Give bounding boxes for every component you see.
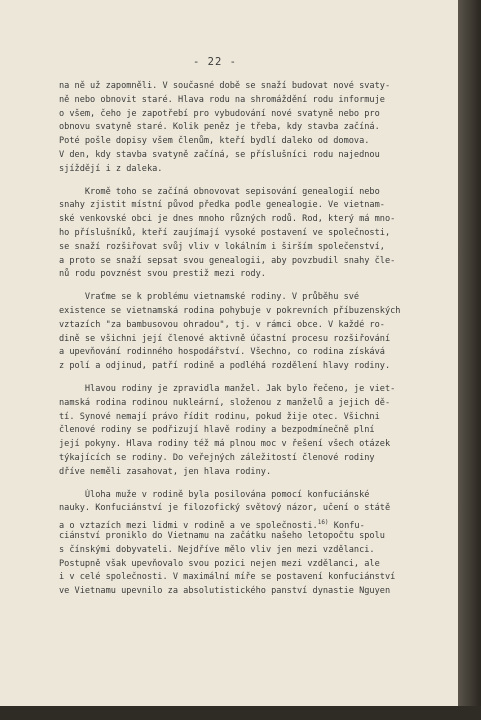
text-line: z polí a odjinud, patří rodině a podléhá rozdělení hlavy rodiny. (59, 361, 391, 372)
text-line: ně nebo obnovit staré. Hlava rodu na shromáždění rodu informuje (59, 94, 385, 105)
text-line-with-footnote (59, 516, 429, 530)
paragraph-1 (59, 80, 429, 177)
paragraph-3 (59, 291, 429, 374)
text-span: Konfu- (328, 521, 365, 530)
paragraph-5 (59, 489, 429, 599)
text-line: o všem, čeho je zapotřebí pro vybudování nové svatyně nebo pro (59, 108, 380, 119)
text-line: ciánství proniklo do Vietnamu na začátku našeho letopočtu spolu (59, 530, 385, 541)
paragraph-2 (59, 186, 429, 283)
text-line: Kromě toho se začíná obnovovat sepisování genealogií nebo (59, 186, 380, 197)
text-line: Úloha muže v rodině byla posilována pomocí konfuciánské (59, 489, 370, 500)
text-line: ho příslušníků, kteří zaujímají vysoké postavení ve společnosti, (59, 227, 391, 238)
text-line: namská rodina rodinou nukleární, složenou z manželů a jejich dě- (59, 397, 391, 408)
book-binding-edge (458, 0, 481, 720)
text-line: nauky. Konfuciánství je filozofický světový názor, učení o státě (59, 503, 391, 514)
text-line: s čínskými dobyvateli. Nejdříve mělo vliv jen mezi vzdělanci. (59, 544, 375, 555)
body-text (59, 80, 429, 599)
text-line: i v celé společnosti. V maximální míře se postavení konfuciánství (59, 572, 396, 583)
text-line: obnovu svatyně staré. Kolik peněz je třeba, kdy stavba začíná. (59, 122, 380, 133)
text-line: a proto se snaží sepsat svou genealogii, aby povzbudil snahy čle- (59, 255, 396, 266)
text-line: na ně už zapomněli. V současné době se snaží budovat nové svaty- (59, 81, 391, 91)
text-line: vztazích "za bambusovou ohradou", tj. v rámci obce. V každé ro- (59, 319, 385, 330)
text-line: ve Vietnamu upevnilo za absolutistického panství dynastie Nguyen (59, 586, 391, 597)
text-line: Hlavou rodiny je zpravidla manžel. Jak bylo řečeno, je viet- (59, 383, 396, 394)
text-line: členové rodiny se podřizují hlavě rodiny a bezpodmínečně plní (59, 425, 375, 436)
text-line: Poté pošle dopisy všem členům, kteří bydlí daleko od domova. (59, 136, 370, 147)
text-line: Vraťme se k problému vietnamské rodiny. V průběhu své (59, 292, 360, 303)
text-line: ské venkovské obci je dnes mnoho různých rodů. Rod, který má mno- (59, 214, 396, 225)
text-line: tí. Synové nemají právo řídit rodinu, pokud žije otec. Všichni (59, 411, 380, 422)
text-span: a o vztazích mezi lidmi v rodině a ve společnosti. (59, 521, 318, 530)
text-line: dině se všichni její členové aktivně účastní procesu rozšiřování (59, 333, 391, 344)
text-line: V den, kdy stavba svatyně začíná, se příslušníci rodu najednou (59, 149, 380, 160)
text-line: dříve neměli zasahovat, jen hlava rodiny. (59, 466, 272, 477)
text-line: sjíždějí i z daleka. (59, 163, 163, 174)
text-line: Postupně však upevňovalo svou pozici nejen mezi vzdělanci, ale (59, 558, 380, 569)
footnote-reference: 16) (317, 519, 329, 527)
text-line: týkajících se rodiny. Do veřejných záležitostí členové rodiny (59, 452, 375, 463)
text-line: a upevňování rodinného hospodářství. Všechno, co rodina získává (59, 347, 385, 358)
text-line: se snaží rozšiřovat svůj vliv v lokálním i širším společenství, (59, 241, 385, 252)
paragraph-4 (59, 383, 429, 480)
text-line: její pokyny. Hlava rodiny též má plnou moc v řešení všech otázek (59, 439, 391, 450)
text-line: snahy zjistit místní původ předka podle genealogie. Ve vietnam- (59, 200, 385, 211)
scan-bottom-edge (0, 706, 481, 720)
page-number: - 22 - (193, 56, 237, 68)
text-line: nů rodu povznést svou prestiž mezi rody. (59, 269, 266, 280)
text-line: existence se vietnamská rodina pohybuje v pokrevních příbuzenských (59, 305, 401, 316)
